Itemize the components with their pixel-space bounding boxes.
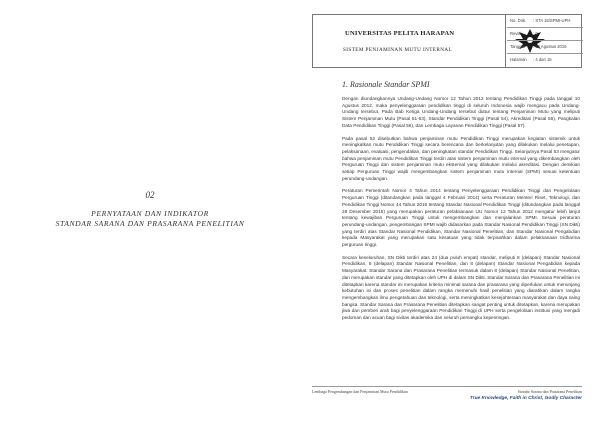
- body-text: [342, 96, 580, 328]
- meta-key: Halaman: [510, 57, 527, 62]
- footer-left-text: Lembaga Pengembangan dan Penjaminan Mutu Pendidikan: [312, 389, 408, 394]
- chapter-block: [0, 190, 300, 229]
- meta-row-doc: [507, 14, 583, 28]
- chapter-title: [0, 209, 300, 229]
- footer-right-text: Standar Sarana dan Prasarana Penelitian: [517, 389, 582, 394]
- chapter-title-line2: STANDAR SARANA DAN PRASARANA PENELITIAN: [55, 219, 245, 228]
- footer-divider: [312, 386, 582, 387]
- meta-key: No. Dok.: [510, 18, 527, 23]
- section-title: 1. Rasionale Standar SPMI: [342, 80, 430, 89]
- meta-row-revision: [507, 27, 583, 41]
- meta-value: : 4 dari 15: [533, 57, 552, 62]
- meta-row-page: [507, 53, 583, 66]
- footer-motto: True Knowledge, Faith in Christ, Godly Character: [469, 396, 582, 401]
- document-meta: [507, 14, 582, 68]
- meta-value: : STA 15/SPMI-UPH: [533, 18, 571, 23]
- chapter-title-line1: PERNYATAAN DAN INDIKATOR: [91, 209, 209, 218]
- meta-value: : 0: [533, 31, 538, 36]
- right-page: [312, 14, 582, 412]
- paragraph: Peraturan Pemerintah Nomor 4 Tahun 2014 tentang Penyelenggaraan Pendidikan Tinggi dan Pengelolaan Perguruan Tinggi (ditandangkan pada tanggal 4 Februari 2014) serta Peraturan Menteri Riset, Teknologi, dan Pendidikan Tinggi Nomor 44 Tahun 2015 tentang Standar Nasional Pendidikan Tinggi (ditundangkan pada tanggal 28 Desember 2015) yang merupakan peraturan pelaksanaan UU Nomor 12 Tahun 2012 mengatur lebih lanjut tentang kewajiban Perguruan Tinggi untuk mengembangkan dan menjalankan SPMI. Sesuai peraturan perundang-undangan, pengembangan SPMI wajib didasarkan pada Standar Nasional Pendidikan Tinggi (SN Dikti) yang terdiri atas Standar Nasional Pendidikan, Standar Nasional Penelitian, dan Standar Nasional Pengabdian kepada Masyarakat yang merupakan satu kesatuan yang tidak terpisahkan dalam pelaksanaan tridharma perguruan tinggi.: [342, 188, 580, 248]
- paragraph: Pada pasal 52 disebutkan bahwa penjaminan mutu Pendidikan Tinggi merupakan kegiatan sistemik untuk meningkatkan mutu Pendidikan Tinggi secara berencana dan berkelanjutan yang dilakukan melalui penetapan, pelaksanaan, evaluasi, pengendalian, dan peningkatan standar Pendidikan Tinggi. Selanjutnya Pasal 53 mengatur bahwa penjaminan mutu Pendidikan Tinggi terdiri atas sistem penjaminan mutu internal yang dikembangkan oleh Perguruan Tinggi dan sistem penjaminan mutu eksternal yang dilakukan melalui akreditasi. Dengan demikian setiap Perguruan Tinggi wajib mengembangkan sistem penjaminan mutu internal (SPMI) sesuai ketentuan perundang-undangan.: [342, 135, 580, 181]
- meta-key: Revisi: [510, 31, 522, 36]
- paragraph: Secara keseluruhan, SN Dikti terdiri atas 24 (dua puluh empat) standar, meliputi 8 (delapan) Standar Nasional Pendidikan, 8 (delapan) Standar Nasional Penelitian, dan 8 (delapan) Standar Nasional Pengabdian kepada Masyarakat. Standar Sarana dan Prasarana Penelitian termasuk dalam 8 (delapan) Standar Nasional Penelitian, dan merupakan standar yang ditetapkan oleh UPH di dalam SN Dikti. Standar Sarana dan Prasarana Penelitian ini ditetapkan karena standar ini merupakan kriteria minimal sarana dan prasarana yang diperlukan untuk menunjang kebutuhan isi dan proses penelitian dalam rangka memenuhi hasil penelitian yang diarahkan dalam rangka mengembangkan ilmu pengetahuan dan teknologi, serta meningkatkan kesejahteraan masyarakat dan daya saing bangsa. Standar Sarana dan Prasarana Penelitian ditetapkan sangat penting untuk ditetapkan, karena merupakan jiwa dan pemberi arah bagi penyelenggaraan Pendidikan Tinggi di UPH serta pengelolaan institusi yang menjadi pedoman dan acuan bagi sivitas akademika dan seluruh pemangku kepentingan.: [342, 254, 580, 321]
- institution-name: UNIVERSITAS PELITA HARAPAN: [345, 30, 455, 37]
- header-main: [313, 15, 506, 67]
- meta-value: : 22 Agustus 2016: [533, 44, 567, 49]
- system-name: SISTEM PENJAMINAN MUTU INTERNAL: [343, 47, 453, 53]
- chapter-number: 02: [145, 190, 155, 200]
- meta-key: Tanggal: [510, 44, 525, 49]
- paragraph: Dengan diundangkannya Undang-Undang Nomor 12 Tahun 2012 tentang Pendidikan Tinggi pada tanggal 10 Agustus 2012, maka penyelenggaraan pendidikan tinggi di seluruh Indonesia wajib mengacu pada Undang-Undang tersebut. Pada Bab Ketiga Undang-Undang tersebut diatur tentang Penjaminan Mutu yang meliputi Sistem Penjaminan Mutu (Pasal 51-53), Standar Pendidikan Tinggi (Pasal 54), Akreditasi (Pasal 55), Pangkalan Data Pendidikan Tinggi (Pasal 56), dan Lembaga Layanan Pendidikan Tinggi (Pasal 57).: [342, 96, 580, 128]
- meta-row-date: [507, 40, 583, 54]
